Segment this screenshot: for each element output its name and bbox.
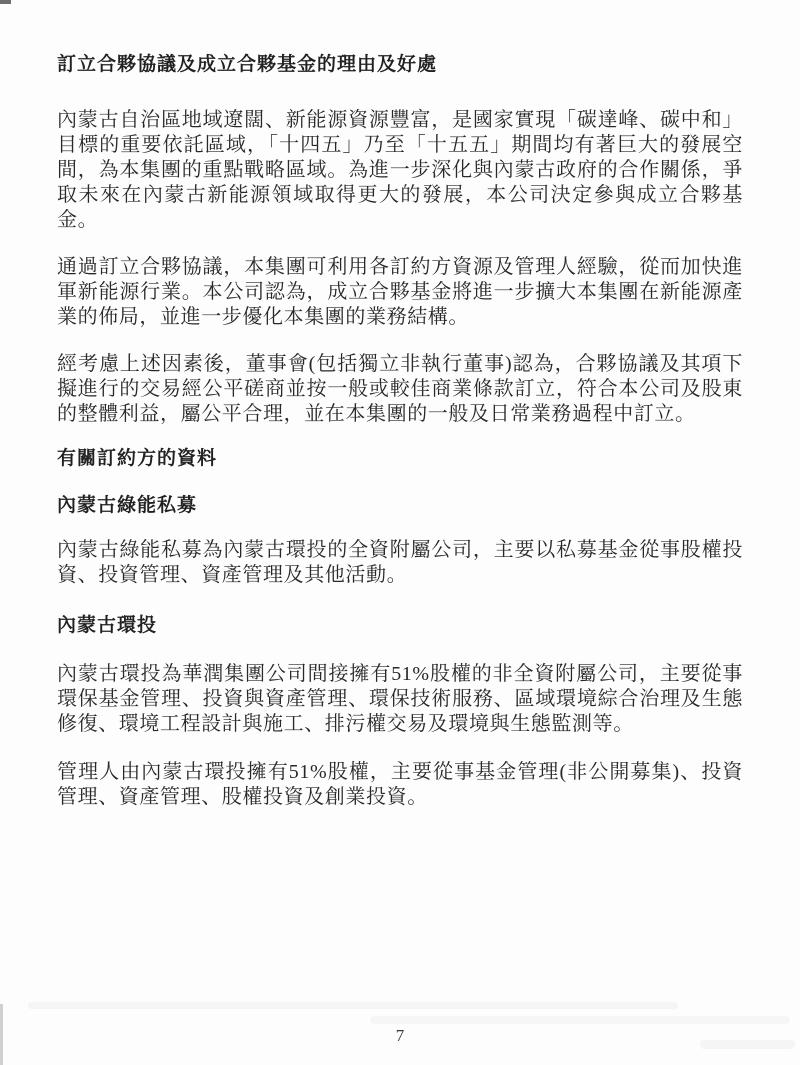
reasons-section-heading: 訂立合夥協議及成立合夥基金的理由及好處 (57, 54, 438, 75)
lvneng-subheading: 內蒙古綠能私募 (57, 495, 198, 516)
scan-artifact-smudge (370, 1016, 790, 1024)
scan-artifact-smudge (28, 1002, 678, 1009)
parties-section-heading: 有關訂約方的資料 (57, 448, 218, 469)
huantou-paragraph: 內蒙古環投為華潤集團公司間接擁有51%股權的非全資附屬公司，主要從事環保基金管理、投資與資產管理、環保技術服務、區域環境綜合治理及生態修復、環境工程設計與施工、排污權交易及環境與生態監測等。 (57, 663, 743, 735)
reasons-paragraph-3: 經考慮上述因素後，董事會(包括獨立非執行董事)認為，合夥協議及其項下擬進行的交易經公平磋商並按一般或較佳商業條款訂立，符合本公司及股東的整體利益，屬公平合理，並在本集團的一般及日常業務過程中訂立。 (57, 353, 743, 425)
reasons-paragraph-1: 內蒙古自治區地域遼闊、新能源資源豐富，是國家實現「碳達峰、碳中和」目標的重要依託區域，「十四五」乃至「十五五」期間均有著巨大的發展空間，為本集團的重點戰略區域。為進一步深化與內蒙古政府的合作關係，爭取未來在內蒙古新能源領域取得更大的發展，本公司決定參與成立合夥基金。 (57, 109, 743, 231)
scan-artifact-corner (0, 0, 11, 4)
huantou-subheading: 內蒙古環投 (57, 615, 158, 636)
manager-paragraph: 管理人由內蒙古環投擁有51%股權，主要從事基金管理(非公開募集)、投資管理、資產管理、股權投資及創業投資。 (57, 761, 743, 808)
reasons-paragraph-2: 通過訂立合夥協議，本集團可利用各訂約方資源及管理人經驗，從而加快進軍新能源行業。本公司認為，成立合夥基金將進一步擴大本集團在新能源產業的佈局，並進一步優化本集團的業務結構。 (57, 256, 743, 328)
page-number: 7 (395, 1026, 405, 1045)
lvneng-paragraph: 內蒙古綠能私募為內蒙古環投的全資附屬公司，主要以私募基金從事股權投資、投資管理、資產管理及其他活動。 (57, 539, 743, 586)
